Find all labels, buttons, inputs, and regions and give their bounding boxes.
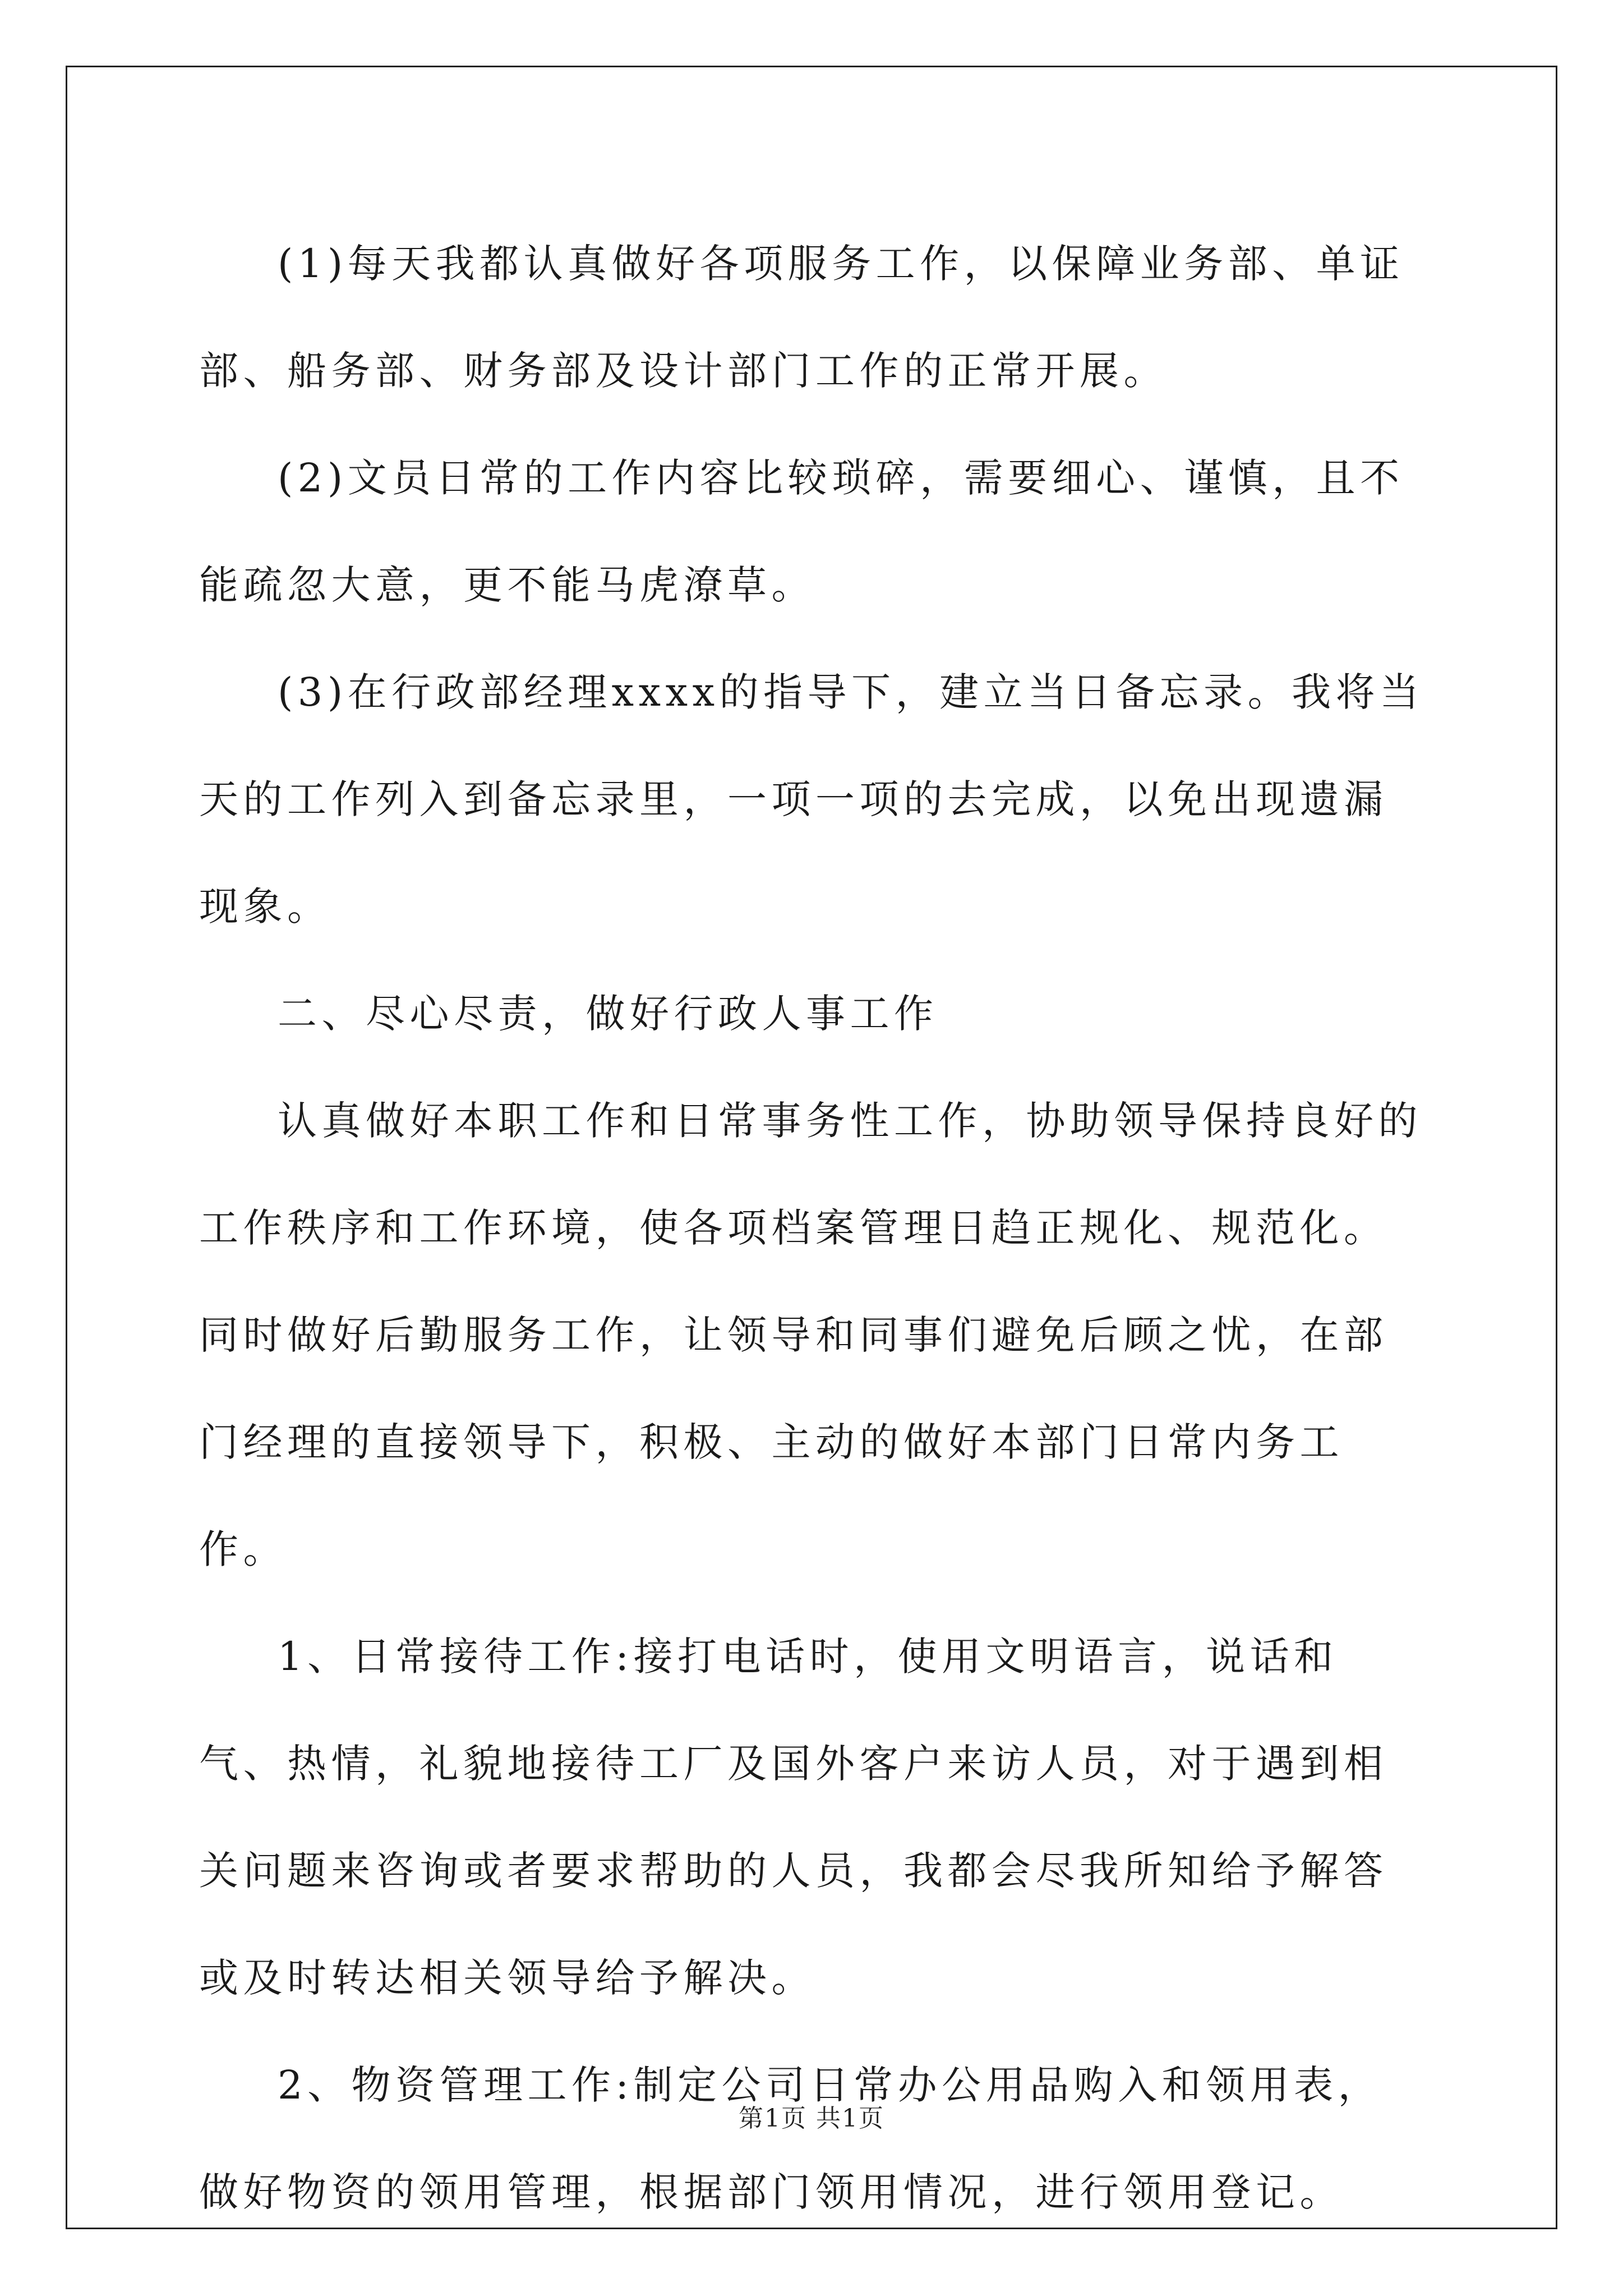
document-body: [199, 210, 1424, 2246]
page-number-footer: 第1页 共1页: [739, 2104, 884, 2133]
section-heading: 二、尽心尽责，做好行政人事工作: [278, 991, 938, 1037]
paragraph-reception: 1、日常接待工作:接打电话时，使用文明语言，说话和气、热情，礼貌地接待工厂及国外客户来访人员，对于遇到相关问题来咨询或者要求帮助的人员，我都会尽我所知给予解答或及时转达相关领导给予解决。: [199, 1634, 1388, 2001]
paragraph-item-1: (1)每天我都认真做好各项服务工作，以保障业务部、单证部、船务部、财务部及设计部门工作的正常开展。: [199, 241, 1404, 394]
paragraph-body: 认真做好本职工作和日常事务性工作，协助领导保持良好的工作秩序和工作环境，使各项档案管理日趋正规化、规范化。同时做好后勤服务工作，让领导和同事们避免后顾之忧，在部门经理的直接领导下，积极、主动的做好本部门日常内务工作。: [199, 1098, 1422, 1572]
paragraph-materials: 2、物资管理工作:制定公司日常办公用品购入和领用表，做好物资的领用管理，根据部门领用情况，进行领用登记。: [199, 2062, 1382, 2215]
paragraph-item-3: (3)在行政部经理xxxx的指导下，建立当日备忘录。我将当天的工作列入到备忘录里，一项一项的去完成，以免出现遗漏现象。: [199, 669, 1424, 930]
paragraph-item-2: (2)文员日常的工作内容比较琐碎，需要细心、谨慎，且不能疏忽大意，更不能马虎潦草。: [199, 455, 1404, 608]
